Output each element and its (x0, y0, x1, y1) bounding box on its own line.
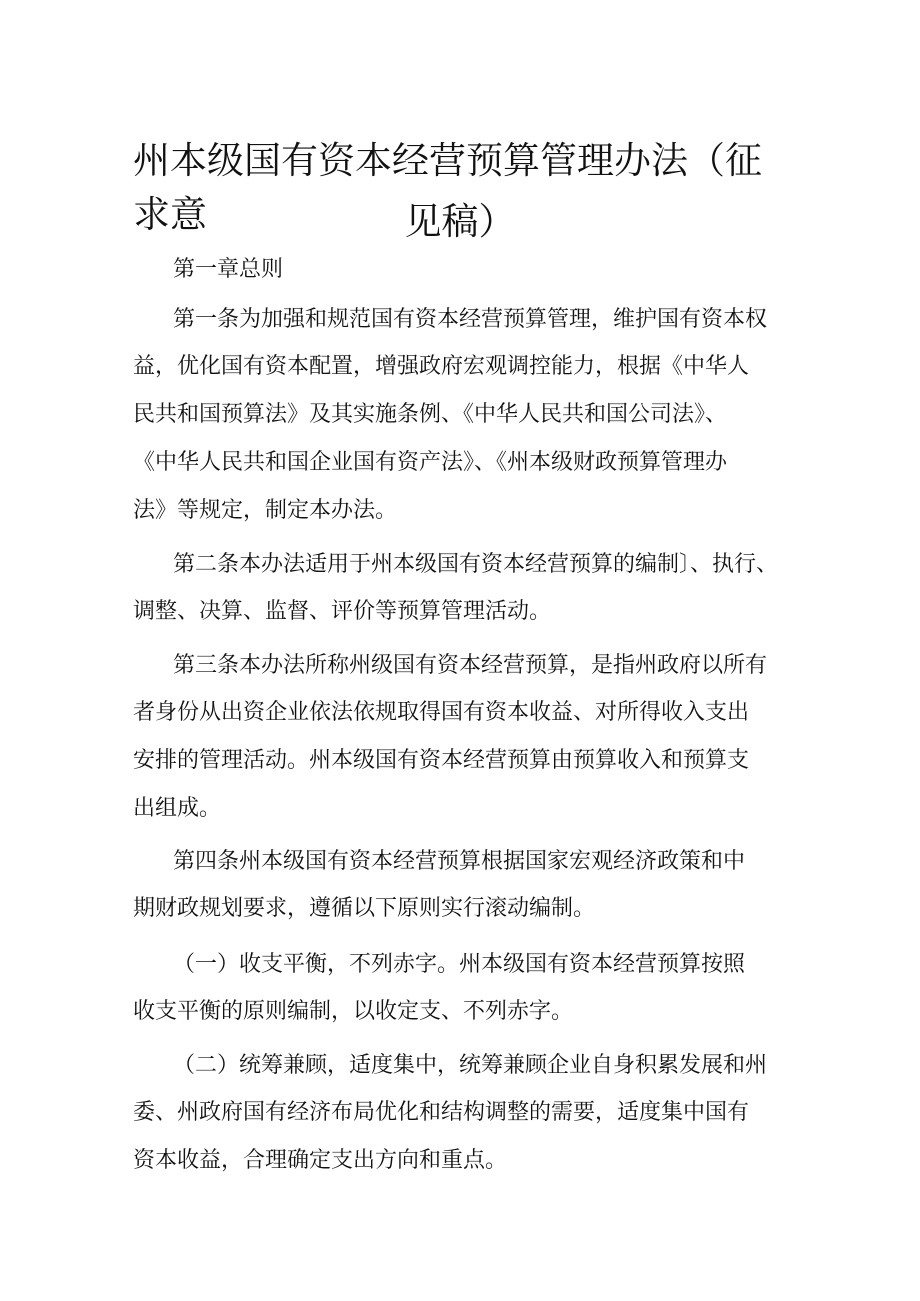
principle-item-1-line-2: 收支平衡的原则编制，以收定支、不列赤字。 (133, 999, 574, 1024)
principle-item-2-line-2: 委、州政府国有经济布局优化和结构调整的需要，适度集中国有 (133, 1100, 750, 1125)
document-title-line2: 见稿） (404, 200, 516, 243)
article-1-line-1: 第一条为加强和规范国有资本经营预算管理，维护国有资本权 (173, 307, 768, 332)
article-3-line-4: 出组成。 (133, 796, 222, 821)
principle-item-1-line-1: （一）收支平衡，不列赤字。州本级国有资本经营预算按照 (173, 952, 746, 977)
article-3-line-3: 安排的管理活动。州本级国有资本经营预算由预算收入和预算支 (133, 748, 750, 773)
article-1-line-2: 益，优化国有资本配置，增强政府宏观调控能力，根据《中华人 (133, 354, 750, 379)
article-1-line-3: 民共和国预算法》及其实施条例、《中华人民共和国公司法》、 (133, 402, 728, 427)
article-4-line-1: 第四条州本级国有资本经营预算根据国家宏观经济政策和中 (173, 849, 746, 874)
article-3-line-1: 第三条本办法所称州级国有资本经营预算，是指州政府以所有 (173, 653, 768, 678)
article-2-line-2: 调整、决算、监督、评价等预算管理活动。 (133, 599, 552, 624)
article-1-line-5: 法》等规定，制定本办法。 (133, 498, 398, 523)
principle-item-2-line-1: （二）统筹兼顾，适度集中，统筹兼顾企业自身积累发展和州 (173, 1053, 768, 1078)
article-1-line-4: 《中华人民共和国企业国有资产法》、《州本级财政预算管理办 (133, 450, 728, 475)
article-4-line-2: 期财政规划要求，遵循以下原则实行滚动编制。 (133, 896, 596, 921)
article-2-line-1: 第二条本办法适用于州本级国有资本经营预算的编制〕、执行、 (173, 552, 779, 577)
chapter-heading-text: 第一章总则 (173, 257, 284, 282)
document-title-line1: 州本级国有资本经营预算管理办法（征求意 (133, 139, 762, 236)
principle-item-2-line-3: 资本收益，合理确定支出方向和重点。 (133, 1148, 508, 1173)
article-3-line-2: 者身份从出资企业依法依规取得国有资本收益、对所得收入支出 (133, 700, 750, 725)
